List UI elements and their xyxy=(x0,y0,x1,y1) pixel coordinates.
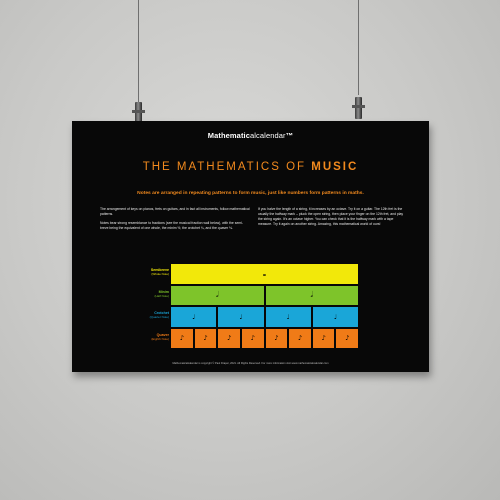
note-icon: ♪ xyxy=(297,334,303,342)
poster xyxy=(72,121,429,372)
hanging-wire-right xyxy=(358,0,359,95)
wall-cell-crotchet xyxy=(312,306,359,328)
row-label-sub: (Quarter Note) xyxy=(149,315,169,320)
note-icon: ♩ xyxy=(239,312,243,321)
row-label-sub: (Half Note) xyxy=(154,293,169,298)
wall-cell-quaver xyxy=(288,328,312,350)
poster-title: THE MATHEMATICS OF MUSIC xyxy=(142,161,359,173)
note-icon: 𝅗𝅥 xyxy=(310,290,314,300)
note-icon: ♪ xyxy=(274,334,279,342)
note-icon: ♪ xyxy=(179,334,184,342)
row-label-name: Quaver xyxy=(156,332,169,337)
wall-cell-quaver xyxy=(312,328,336,350)
wall-cell-crotchet xyxy=(170,306,217,328)
text-column-left xyxy=(100,207,250,235)
note-icon: ♪ xyxy=(250,334,255,342)
row-label-minim xyxy=(132,290,169,299)
wall-cell-quaver xyxy=(170,328,194,350)
brand-logo: Mathematicalcalendar™ xyxy=(207,131,294,140)
wall-cell-quaver xyxy=(265,328,289,350)
row-label-sub: (Eighth Note) xyxy=(151,336,169,341)
row-label-name: Crotchet xyxy=(154,311,169,315)
poster-subtitle: Notes are arranged in repeating patterns to form music, just like numbers form patterns in maths. xyxy=(137,191,364,196)
row-label-name: Semibreve xyxy=(150,268,169,272)
note-icon: 𝅝 xyxy=(262,268,267,278)
paragraph: If you halve the length of a string, it increases by an octave. Try it on a guitar. The 12th fret is the usually the halfway mark – pluck the open string, then place your finger on the 12th fret, and play the string again. It's an octave higher. You can check that it is the halfway mark with a tape measure. Try it again on another string. Amazing, this mathematical world of ours! xyxy=(258,207,404,226)
row-label-crotchet xyxy=(132,311,169,320)
wall-cell-minim xyxy=(265,285,360,307)
wall-cell-quaver xyxy=(241,328,265,350)
footer-copyright: Mathematicalcalendar is copyright © Paul Draper, 2021. All Rights Reserved. For more information visit www.mathematicalcalendar.com xyxy=(172,362,329,365)
row-label-sub: (Whole Note) xyxy=(151,272,169,277)
paragraph: Notes bear strong resemblance to fractions (see the musical fraction wall below), with the semi-breve being the equivalent of one whole, the minim ½, the crotchet ¼, and the quaver ⅛. xyxy=(100,221,244,230)
paragraph: The arrangement of keys on pianos, frets on guitars, and in fact all instruments, follow mathematical patterns. xyxy=(100,207,250,216)
row-label-name: Minim xyxy=(158,289,169,294)
wall-cell-crotchet xyxy=(217,306,264,328)
text-column-right xyxy=(258,207,408,231)
row-label-semibreve xyxy=(132,268,169,277)
row-label-quaver xyxy=(132,333,169,342)
note-icon: ♪ xyxy=(203,334,208,342)
wall-cell-crotchet xyxy=(265,306,312,328)
note-icon: ♪ xyxy=(226,334,232,342)
note-icon: 𝅗𝅥 xyxy=(215,290,219,300)
wall-cell-quaver xyxy=(335,328,359,350)
hanging-wire-left xyxy=(138,0,139,103)
note-icon: ♩ xyxy=(333,312,337,321)
wall-cell-quaver xyxy=(217,328,241,350)
note-icon: ♩ xyxy=(286,312,290,321)
wall-cell-quaver xyxy=(194,328,218,350)
note-icon: ♪ xyxy=(321,334,326,342)
wall-cell-minim xyxy=(170,285,265,307)
note-icon: ♪ xyxy=(345,334,350,342)
note-icon: ♩ xyxy=(192,312,196,321)
binder-clip-right xyxy=(355,97,362,119)
wall-cell-semibreve xyxy=(170,263,359,285)
